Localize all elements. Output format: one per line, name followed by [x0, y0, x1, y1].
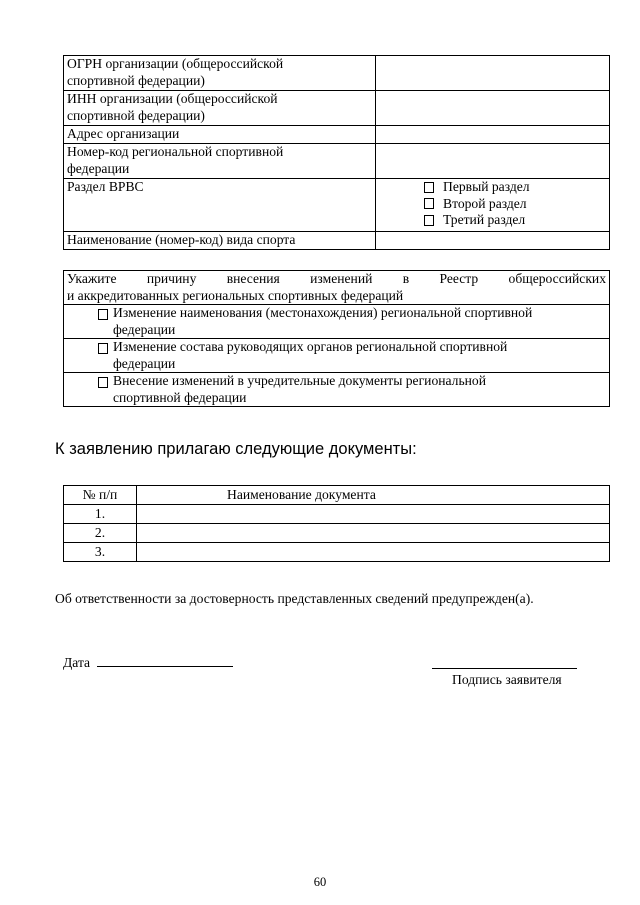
checkbox-icon[interactable] — [424, 215, 434, 226]
document-name-field[interactable] — [137, 505, 610, 524]
reason-option-documents-change[interactable] — [64, 373, 610, 407]
table-row — [64, 524, 610, 543]
inn-value-field[interactable] — [376, 91, 610, 126]
page-number: 60 — [313, 875, 327, 889]
table-row — [64, 91, 610, 126]
column-header-name: Наименование документа — [137, 486, 610, 505]
label-line: спортивной федерации) — [67, 72, 205, 88]
sport-value-field[interactable] — [376, 232, 610, 250]
table-row — [64, 144, 610, 179]
table-row — [64, 339, 610, 373]
option-label: Первый раздел — [443, 179, 530, 194]
documents-table — [63, 485, 610, 562]
label-line: федерации — [67, 160, 130, 176]
option-label: Внесение изменений в учредительные документы региональной — [113, 373, 486, 388]
date-label: Дата — [63, 655, 91, 670]
attachments-heading: К заявлению прилагаю следующие документы: — [55, 440, 417, 458]
table-row — [64, 271, 610, 305]
reason-option-name-change[interactable] — [64, 305, 610, 339]
reason-option-governance-change[interactable] — [64, 339, 610, 373]
option-label: Изменение наименования (местонахождения) региональной спортивной — [113, 305, 533, 320]
checkbox-icon[interactable] — [98, 377, 108, 388]
table-row — [64, 305, 610, 339]
checkbox-icon[interactable] — [98, 343, 108, 354]
option-label: федерации — [113, 355, 176, 371]
section-option-third[interactable] — [424, 212, 606, 229]
address-label — [64, 126, 376, 144]
row-number: 2. — [64, 524, 137, 543]
table-row — [64, 56, 610, 91]
option-label: Второй раздел — [443, 195, 527, 211]
column-header-number: № п/п — [64, 486, 137, 505]
checkbox-icon[interactable] — [424, 182, 434, 193]
table-row — [64, 126, 610, 144]
header-line: и аккредитованных региональных спортивных федераций — [67, 287, 404, 303]
regional-code-label — [64, 144, 376, 179]
section-option-second[interactable] — [424, 196, 606, 213]
label-line: Номер-код региональной спортивной — [67, 144, 284, 159]
section-option-first[interactable] — [424, 179, 606, 196]
section-options — [376, 179, 610, 232]
reason-table — [63, 270, 610, 407]
signature-line[interactable] — [432, 668, 577, 669]
row-number: 1. — [64, 505, 137, 524]
signature-label: Подпись заявителя — [452, 672, 562, 687]
table-row — [64, 505, 610, 524]
checkbox-icon[interactable] — [424, 198, 434, 209]
address-value-field[interactable] — [376, 126, 610, 144]
row-number: 3. — [64, 543, 137, 562]
table-row — [64, 232, 610, 250]
organization-info-table — [63, 55, 610, 250]
inn-label — [64, 91, 376, 126]
label-line: ИНН организации (общероссийской — [67, 91, 278, 106]
table-row — [64, 179, 610, 232]
table-row — [64, 543, 610, 562]
date-block — [63, 653, 233, 671]
document-name-field[interactable] — [137, 543, 610, 562]
liability-statement: Об ответственности за достоверность представленных сведений предупрежден(а). — [55, 591, 534, 606]
option-label: Изменение состава руководящих органов региональной спортивной — [113, 339, 508, 354]
table-header-row — [64, 486, 610, 505]
checkbox-icon[interactable] — [98, 309, 108, 320]
regional-code-value-field[interactable] — [376, 144, 610, 179]
document-name-field[interactable] — [137, 524, 610, 543]
ogrn-label — [64, 56, 376, 91]
table-row — [64, 373, 610, 407]
sport-label: Наименование (номер-код) вида спорта — [64, 232, 376, 250]
option-label: федерации — [113, 321, 176, 337]
label-line: ОГРН организации (общероссийской — [67, 56, 284, 71]
reason-header — [64, 271, 610, 305]
label-line: спортивной федерации) — [67, 107, 205, 123]
option-label: спортивной федерации — [113, 389, 247, 405]
option-label: Третий раздел — [443, 212, 526, 227]
label-line: Адрес организации — [67, 126, 180, 141]
header-line: Укажите причину внесения изменений в Реестр общероссийских — [67, 271, 606, 286]
date-input-line[interactable] — [97, 653, 233, 667]
ogrn-value-field[interactable] — [376, 56, 610, 91]
section-label: Раздел ВРВС — [64, 179, 376, 232]
